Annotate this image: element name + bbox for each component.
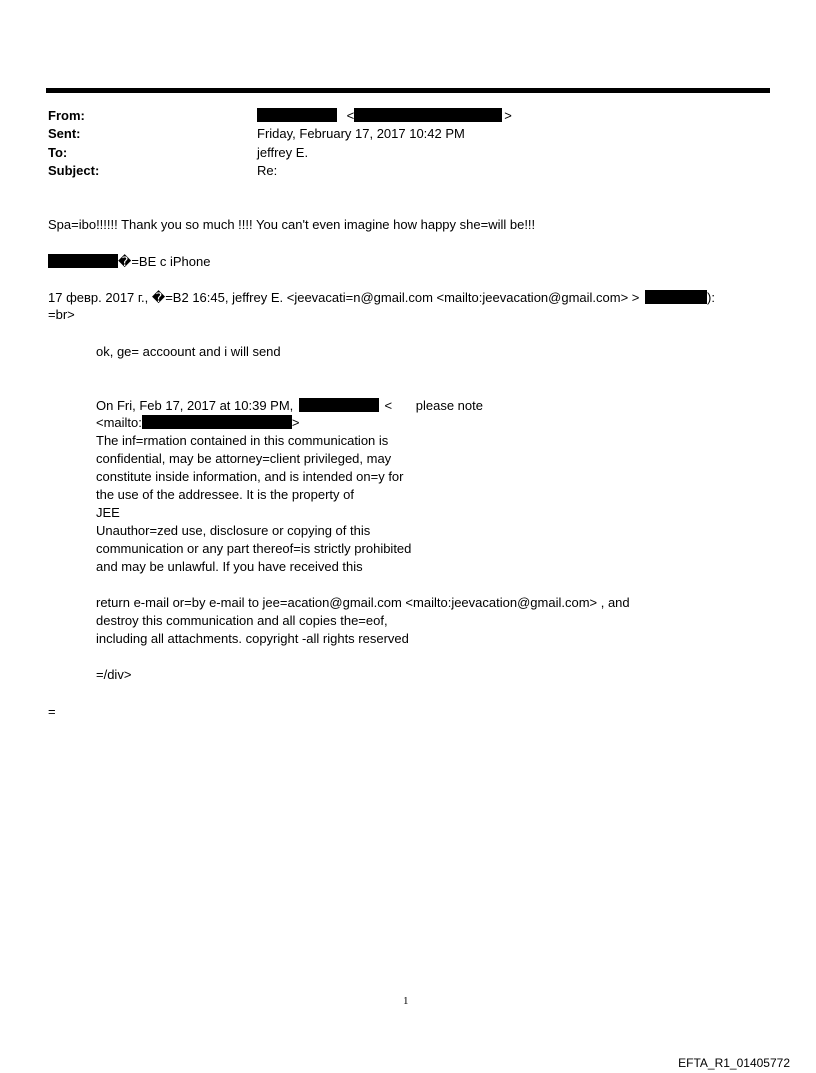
from-value <box>257 107 512 125</box>
mailto-close: > <box>291 415 300 430</box>
redaction-quoted-sender <box>299 398 379 412</box>
disclaimer-line: and may be unlawful. If you have received this <box>96 559 363 574</box>
disclaimer-line: constitute inside information, and is intended on=y for <box>96 469 404 484</box>
please-note-text: please note <box>415 398 483 413</box>
quote-header-br: =br> <box>48 307 75 322</box>
quote-header-text: 17 февр. 2017 г., �=B2 16:45, jeffrey E. <jeevacati=n@gmail.com <mailto:jeevacation@gmail.com> > <box>48 290 640 305</box>
subject-value: Re: <box>257 163 278 178</box>
subject-label: Subject: <box>48 163 100 178</box>
mailto-line <box>96 414 299 432</box>
redaction-recipient <box>645 290 707 304</box>
from-lt: < <box>346 108 355 123</box>
body-line-thanks: Spa=ibo!!!!!! Thank you so much !!!! You can't even imagine how happy she=will be!!! <box>48 217 536 232</box>
trailing-equals: = <box>48 704 56 719</box>
sent-value: Friday, February 17, 2017 10:42 PM <box>257 126 465 141</box>
disclaimer-line: JEE <box>96 505 120 520</box>
disclaimer-line: confidential, may be attorney=client privileged, may <box>96 451 392 466</box>
quote-header-end: ): <box>707 290 715 305</box>
on-date-line <box>96 397 483 415</box>
iphone-signature-line <box>48 253 210 271</box>
from-label: From: <box>48 108 85 123</box>
redaction-sender-email <box>354 108 502 122</box>
disclaimer-line: Unauthor=zed use, disclosure or copying of this <box>96 523 371 538</box>
from-gt: > <box>504 108 512 123</box>
iphone-signature: �=BE c iPhone <box>118 254 211 269</box>
return-line: destroy this communication and all copies the=eof, <box>96 613 388 628</box>
div-close-text: =/div> <box>96 667 132 682</box>
to-value: jeffrey E. <box>257 145 309 160</box>
quote-header-line <box>48 289 715 307</box>
disclaimer-line: the use of the addressee. It is the property of <box>96 487 354 502</box>
return-line: including all attachments. copyright -all rights reserved <box>96 631 409 646</box>
redaction-sender-name <box>257 108 337 122</box>
page-number: 1 <box>403 995 409 1007</box>
redaction-quoted-email <box>142 415 292 429</box>
on-date-lt: < <box>384 398 393 413</box>
header-rule <box>46 88 770 93</box>
disclaimer-line: communication or any part thereof=is strictly prohibited <box>96 541 412 556</box>
sent-label: Sent: <box>48 126 81 141</box>
mailto-open: <mailto: <box>96 415 142 430</box>
redaction-signature-name <box>48 254 118 268</box>
reply-line: ok, ge= accoount and i will send <box>96 344 281 359</box>
on-date-text: On Fri, Feb 17, 2017 at 10:39 PM, <box>96 398 294 413</box>
to-label: To: <box>48 145 68 160</box>
disclaimer-line: The inf=rmation contained in this communication is <box>96 433 389 448</box>
bates-number: EFTA_R1_01405772 <box>678 1056 790 1070</box>
return-line: return e-mail or=by e-mail to jee=acation@gmail.com <mailto:jeevacation@gmail.com> , and <box>96 595 630 610</box>
